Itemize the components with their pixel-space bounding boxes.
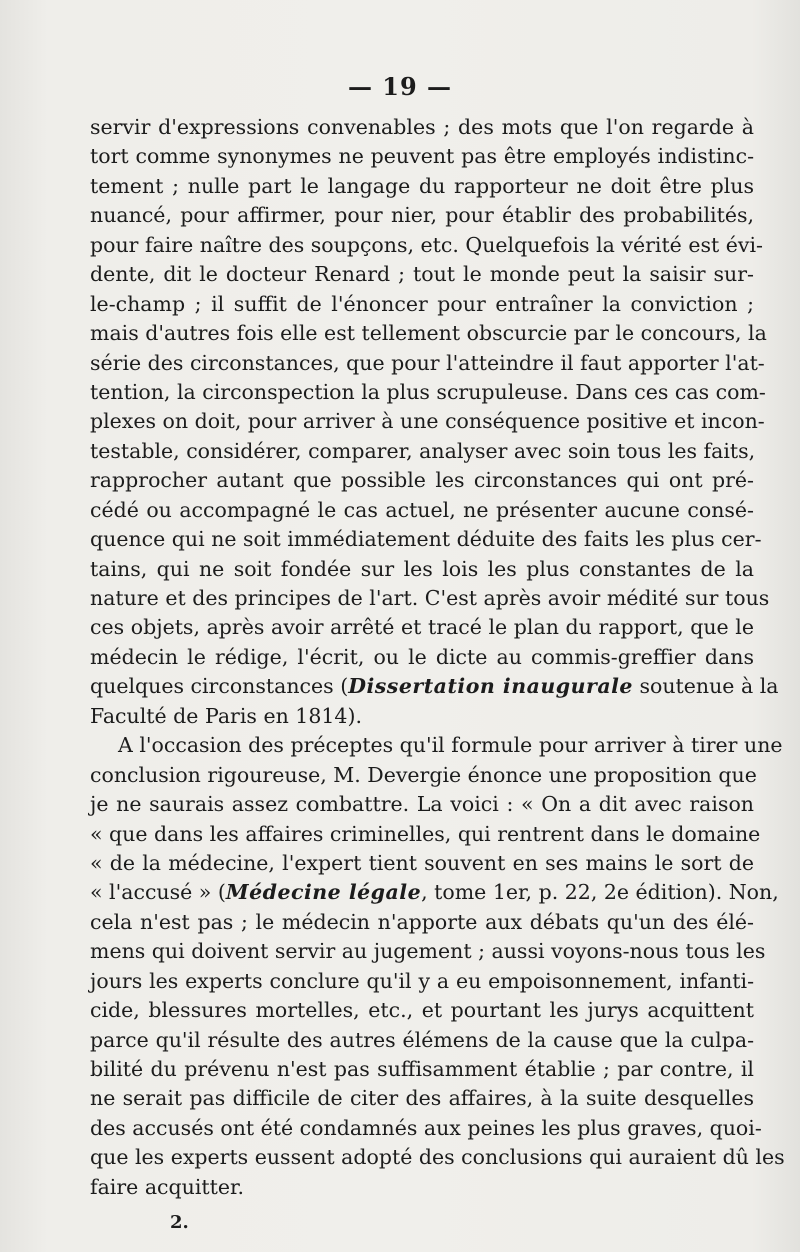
text-line: quence qui ne soit immédiatement déduite des faits les plus cer- [90, 527, 762, 552]
text-line: Faculté de Paris en 1814). [90, 703, 362, 728]
text-line: que les experts eussent adopté des conclusions qui auraient dû les [90, 1145, 785, 1170]
text-line: ne serait pas difficile de citer des affaires, à la suite desquelles [90, 1086, 754, 1111]
citation-after: , tome 1er, p. 22, 2e édition). Non, [421, 880, 779, 905]
text-line: mais d'autres fois elle est tellement obscurcie par le concours, la [90, 321, 767, 346]
text-line: cela n'est pas ; le médecin n'apporte aux débats qu'un des élé- [90, 909, 754, 934]
citation-before: « l'accusé » ( [90, 880, 226, 905]
text-line: testable, considérer, comparer, analyser avec soin tous les faits, [90, 438, 756, 463]
text-line: « que dans les affaires criminelles, qui rentrent dans le domaine [90, 821, 761, 846]
text-line: parce qu'il résulte des autres élémens de la cause que la culpa- [90, 1027, 754, 1052]
text-line-citation [90, 672, 779, 701]
citation-title: Dissertation inaugurale [348, 674, 633, 699]
text-line: pour faire naître des soupçons, etc. Quelquefois la vérité est évi- [90, 232, 763, 257]
text-line: « de la médecine, l'expert tient souvent en ses mains le sort de [90, 850, 754, 875]
text-line: conclusion rigoureuse, M. Devergie énonce une proposition que [90, 762, 757, 787]
text-line: rapprocher autant que possible les circonstances qui ont pré- [90, 468, 754, 493]
text-line: jours les experts conclure qu'il y a eu empoisonnement, infanti- [90, 968, 754, 993]
text-line-paragraph-start: A l'occasion des préceptes qu'il formule pour arriver à tirer une [118, 733, 783, 758]
text-line: nuancé, pour affirmer, pour nier, pour établir des probabilités, [90, 203, 754, 228]
text-line: servir d'expressions convenables ; des mots que l'on regarde à [90, 115, 754, 139]
text-line: médecin le rédige, l'écrit, ou le dicte au commis-greffier dans [90, 644, 754, 669]
text-line: tement ; nulle part le langage du rapporteur ne doit être plus [90, 173, 754, 198]
text-line: je ne saurais assez combattre. La voici : « On a dit avec raison [90, 792, 754, 817]
text-line-citation [90, 878, 779, 907]
text-line: ces objets, après avoir arrêté et tracé le plan du rapport, que le [90, 615, 754, 640]
citation-after: soutenue à la [632, 674, 779, 699]
citation-before: quelques circonstances ( [90, 674, 349, 699]
body-text [90, 113, 785, 1202]
text-line: plexes on doit, pour arriver à une conséquence positive et incon- [90, 409, 765, 434]
text-line: série des circonstances, que pour l'atteindre il faut apporter l'at- [90, 350, 765, 375]
text-line: dente, dit le docteur Renard ; tout le monde peut la saisir sur- [90, 262, 754, 287]
text-line: cédé ou accompagné le cas actuel, ne présenter aucune consé- [90, 497, 754, 522]
text-line: faire acquitter. [90, 1174, 245, 1199]
text-line: le-champ ; il suffit de l'énoncer pour entraîner la conviction ; [90, 291, 754, 316]
text-line: des accusés ont été condamnés aux peines les plus graves, quoi- [90, 1115, 762, 1140]
text-line: tains, qui ne soit fondée sur les lois les plus constantes de la [90, 556, 754, 581]
text-line: cide, blessures mortelles, etc., et pourtant les jurys acquittent [90, 998, 754, 1023]
signature-mark: 2. [170, 1212, 189, 1233]
page-number: — 19 — [347, 72, 453, 101]
text-line: tention, la circonspection la plus scrupuleuse. Dans ces cas com- [90, 379, 766, 404]
text-line: bilité du prévenu n'est pas suffisamment établie ; par contre, il [90, 1057, 754, 1081]
text-line: nature et des principes de l'art. C'est après avoir médité sur tous [90, 586, 770, 610]
text-line: mens qui doivent servir au jugement ; aussi voyons-nous tous les [90, 939, 766, 964]
citation-title: Médecine légale [225, 880, 422, 905]
text-line: tort comme synonymes ne peuvent pas être employés indistinc- [90, 144, 754, 169]
